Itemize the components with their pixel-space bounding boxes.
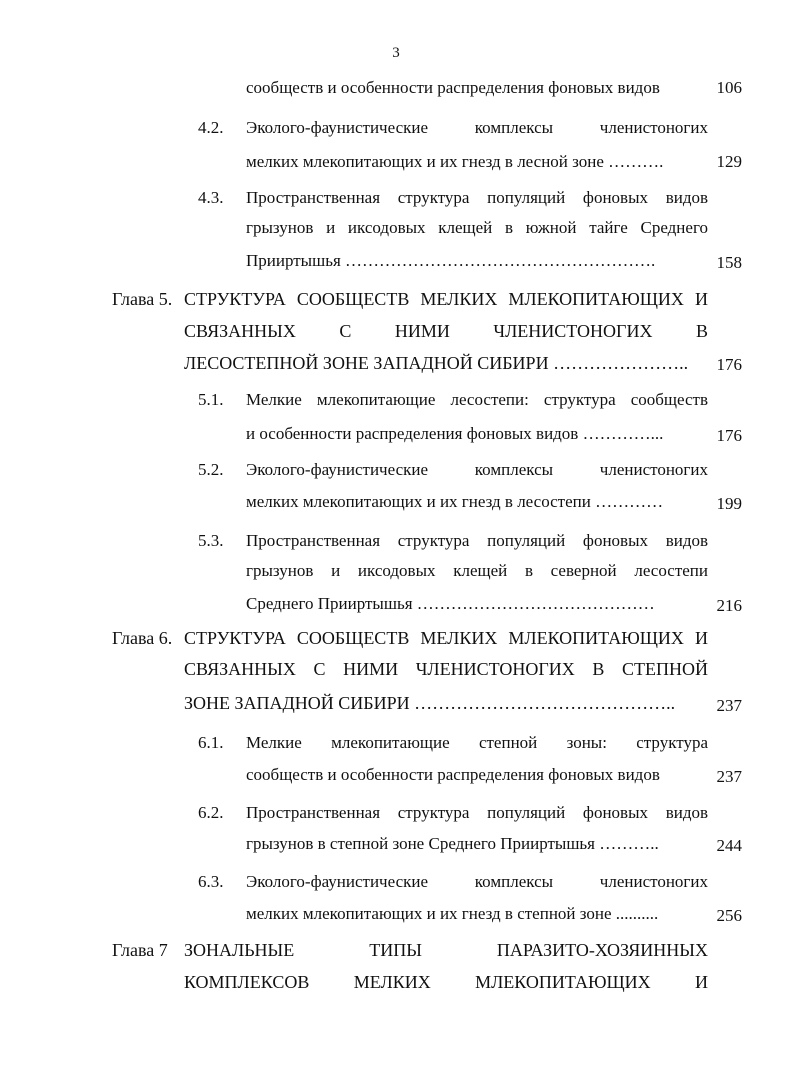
chapter-title-line: СТРУКТУРА СООБЩЕСТВ МЕЛКИХ МЛЕКОПИТАЮЩИХ И (184, 289, 708, 309)
toc-page-number: 129 (716, 152, 742, 171)
section-number: 6.1. (198, 733, 224, 752)
toc-page-number: 216 (716, 596, 742, 615)
toc-page-number: 244 (716, 836, 742, 855)
toc-line: Прииртышья ………………………………………………. (246, 251, 656, 270)
toc-line: Пространственная структура популяций фоновых видов (246, 188, 708, 207)
toc-line: Мелкие млекопитающие степной зоны: структура (246, 733, 708, 752)
section-number: 5.2. (198, 460, 224, 479)
toc-page-number: 237 (716, 767, 742, 786)
toc-line: грызунов и иксодовых клещей в южной тайге Среднего (246, 218, 708, 237)
toc-line: Мелкие млекопитающие лесостепи: структура сообществ (246, 390, 708, 409)
chapter-title-line: ЛЕСОСТЕПНОЙ ЗОНЕ ЗАПАДНОЙ СИБИРИ ………………….. (184, 353, 689, 373)
toc-page-number: 106 (716, 78, 742, 97)
toc-line: грызунов в степной зоне Среднего Прииртышья ……….. (246, 834, 659, 853)
toc-page-number: 158 (716, 253, 742, 272)
chapter-title-line: СВЯЗАННЫХ С НИМИ ЧЛЕНИСТОНОГИХ В (184, 321, 708, 341)
chapter-title-line: ЗОНАЛЬНЫЕ ТИПЫ ПАРАЗИТО-ХОЗЯИННЫХ (184, 940, 708, 960)
toc-line: Эколого-фаунистические комплексы членистоногих (246, 460, 708, 479)
chapter-label: Глава 5. (112, 289, 173, 309)
toc-page-number: 237 (716, 696, 742, 715)
toc-line: Среднего Прииртышья …………………………………… (246, 594, 655, 613)
section-number: 4.3. (198, 188, 224, 207)
chapter-label: Глава 7 (112, 940, 168, 960)
toc-page-number: 176 (716, 355, 742, 374)
toc-line: грызунов и иксодовых клещей в северной лесостепи (246, 561, 708, 580)
toc-line: мелких млекопитающих и их гнезд в лесостепи ………… (246, 492, 664, 511)
chapter-title-line: СВЯЗАННЫХ С НИМИ ЧЛЕНИСТОНОГИХ В СТЕПНОЙ (184, 659, 708, 679)
chapter-title-line: СТРУКТУРА СООБЩЕСТВ МЕЛКИХ МЛЕКОПИТАЮЩИХ И (184, 628, 708, 648)
section-number: 5.1. (198, 390, 224, 409)
toc-line: Эколого-фаунистические комплексы членистоногих (246, 118, 708, 137)
toc-page-number: 256 (716, 906, 742, 925)
chapter-title-line: КОМПЛЕКСОВ МЕЛКИХ МЛЕКОПИТАЮЩИХ И (184, 972, 708, 992)
toc-line: и особенности распределения фоновых видов …………... (246, 424, 664, 443)
toc-line: сообществ и особенности распределения фоновых видов (246, 78, 660, 97)
toc-line: Пространственная структура популяций фоновых видов (246, 803, 708, 822)
toc-line: Эколого-фаунистические комплексы членистоногих (246, 872, 708, 891)
toc-line: Пространственная структура популяций фоновых видов (246, 531, 708, 550)
section-number: 6.3. (198, 872, 224, 891)
toc-page-number: 199 (716, 494, 742, 513)
section-number: 4.2. (198, 118, 224, 137)
chapter-title-line: ЗОНЕ ЗАПАДНОЙ СИБИРИ …………………………………….. (184, 693, 676, 713)
page-number: 3 (392, 45, 400, 61)
toc-page-number: 176 (716, 426, 742, 445)
chapter-label: Глава 6. (112, 628, 173, 648)
toc-line: сообществ и особенности распределения фоновых видов (246, 765, 660, 784)
toc-line: мелких млекопитающих и их гнезд в лесной зоне ………. (246, 152, 664, 171)
toc-line: мелких млекопитающих и их гнезд в степной зоне .......... (246, 904, 659, 923)
section-number: 6.2. (198, 803, 224, 822)
section-number: 5.3. (198, 531, 224, 550)
